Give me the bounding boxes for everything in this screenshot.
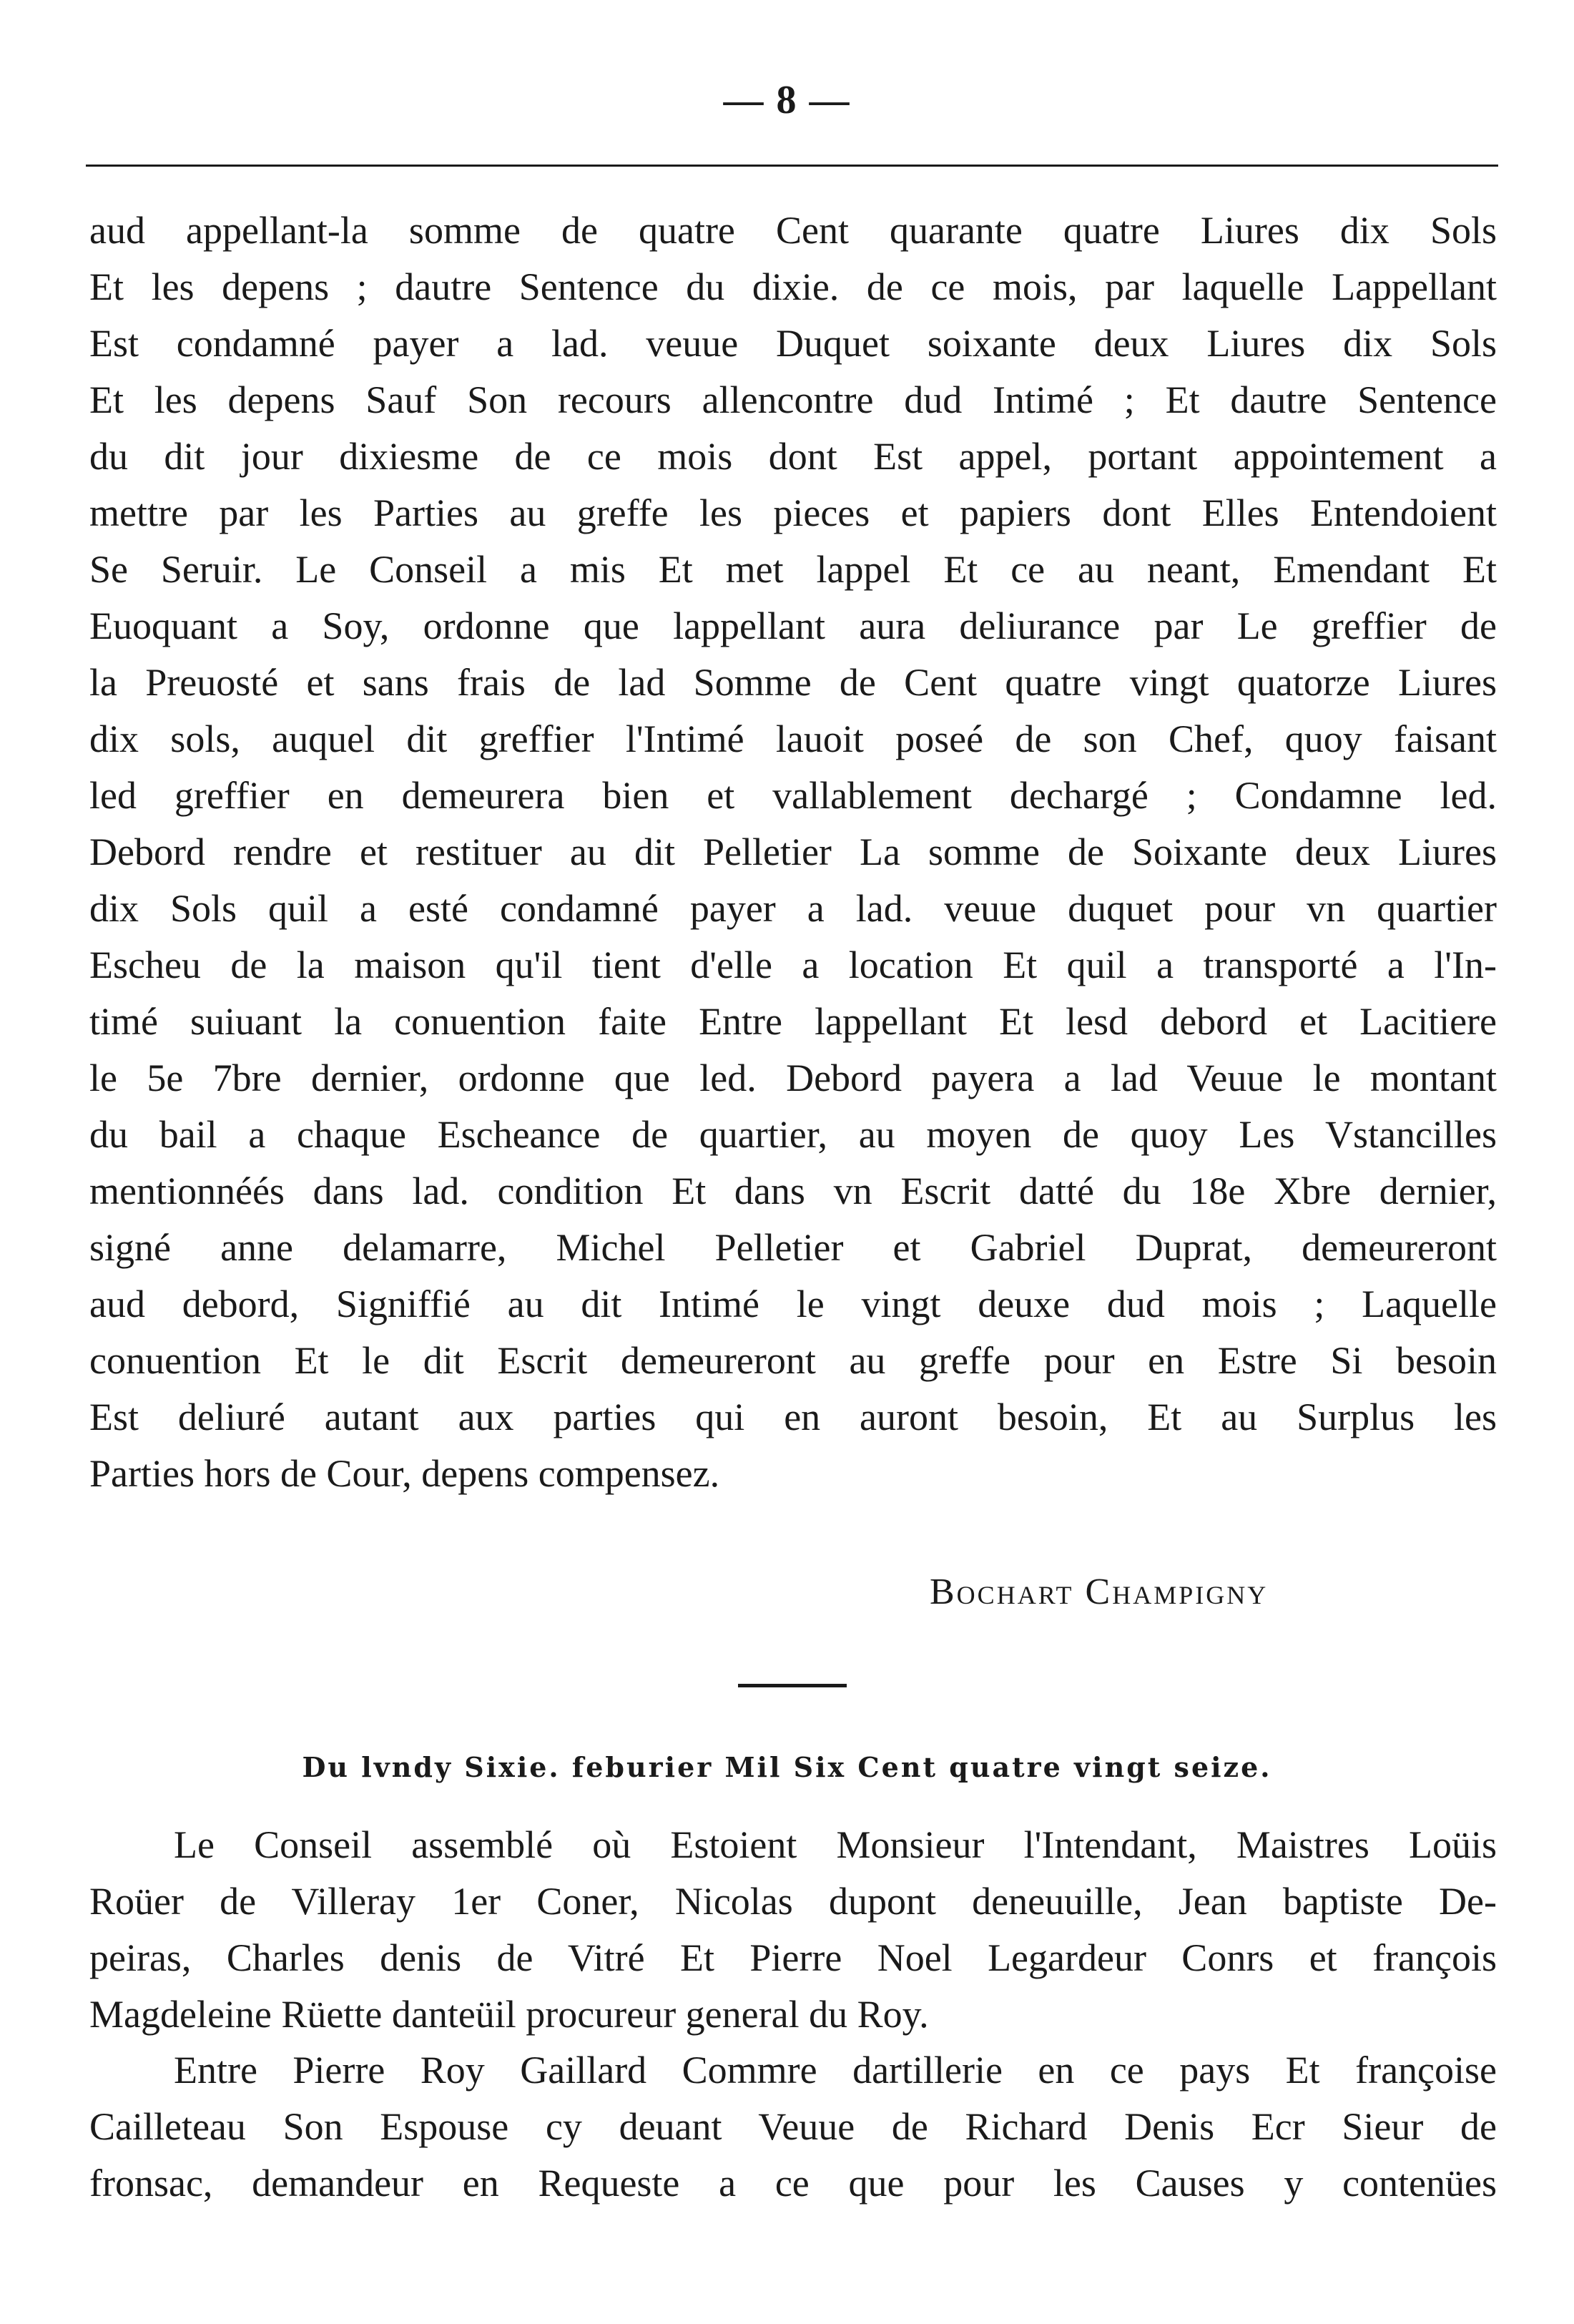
page-number: — 8 — <box>723 78 851 122</box>
text-line: Est condamné payer a lad. veuue Duquet soixante deux Liures dix Sols <box>89 322 1497 365</box>
text-line: Et les depens Sauf Son recours allencontre dud Intimé ; Et dautre Sentence <box>89 378 1497 421</box>
text-line: fronsac, demandeur en Requeste a ce que pour les Causes y contenües <box>89 2162 1497 2205</box>
case-paragraph <box>89 2042 1497 2212</box>
text-line: mentionnéés dans lad. condition Et dans vn Escrit datté du 18e Xbre dernier, <box>89 1170 1497 1212</box>
text-line: le 5e 7bre dernier, ordonne que led. Debord payera a lad Veuue le montant <box>89 1056 1497 1099</box>
text-line: aud appellant-la somme de quatre Cent quarante quatre Liures dix Sols <box>89 209 1497 252</box>
text-line: Est deliuré autant aux parties qui en auront besoin, Et au Surplus les <box>89 1396 1497 1438</box>
session-dateline: Du lvndy Sixie. feburier Mil Six Cent quatre vingt seize. <box>302 1751 1272 1783</box>
text-line: du dit jour dixiesme de ce mois dont Est appel, portant appointement a <box>89 435 1497 478</box>
text-line: Euoquant a Soy, ordonne que lappellant aura deliurance par Le greffier de <box>89 604 1497 647</box>
text-line: Cailleteau Son Espouse cy deuant Veuue de Richard Denis Ecr Sieur de <box>89 2105 1497 2148</box>
text-line: Entre Pierre Roy Gaillard Commre dartillerie en ce pays Et françoise <box>174 2049 1497 2092</box>
text-line: dix sols, auquel dit greffier l'Intimé lauoit poseé de son Chef, quoy faisant <box>89 717 1497 760</box>
text-line: Roüer de Villeray 1er Coner, Nicolas dupont deneuuille, Jean baptiste De- <box>89 1880 1497 1923</box>
text-line: peiras, Charles denis de Vitré Et Pierre Noel Legardeur Conrs et françois <box>89 1936 1497 1979</box>
text-line: la Preuosté et sans frais de lad Somme de Cent quatre vingt quatorze Liures <box>89 661 1497 704</box>
text-line: timé suiuant la conuention faite Entre lappellant Et lesd debord et Lacitiere <box>89 1000 1497 1043</box>
text-line: led greffier en demeurera bien et vallablement dechargé ; Condamne led. <box>89 774 1497 817</box>
section-rule <box>738 1684 847 1687</box>
text-line: Escheu de la maison qu'il tient d'elle a location Et quil a transporté a l'In- <box>89 943 1497 986</box>
council-paragraph <box>89 1817 1497 2043</box>
text-line: aud debord, Signiffié au dit Intimé le vingt deuxe dud mois ; Laquelle <box>89 1283 1497 1325</box>
text-line: signé anne delamarre, Michel Pelletier et Gabriel Duprat, demeureront <box>89 1226 1497 1269</box>
text-line: du bail a chaque Escheance de quartier, au moyen de quoy Les Vstancilles <box>89 1113 1497 1156</box>
judgment-paragraph <box>89 202 1497 1502</box>
text-line: Se Seruir. Le Conseil a mis Et met lappel Et ce au neant, Emendant Et <box>89 548 1497 591</box>
signature: Bochart Champigny <box>930 1572 1269 1612</box>
text-line: Le Conseil assemblé où Estoient Monsieur l'Intendant, Maistres Loüis <box>174 1823 1497 1866</box>
header-rule <box>86 165 1498 167</box>
text-line: Debord rendre et restituer au dit Pelletier La somme de Soixante deux Liures <box>89 830 1497 873</box>
text-line: dix Sols quil a esté condamné payer a lad. veuue duquet pour vn quartier <box>89 887 1497 930</box>
text-line: conuention Et le dit Escrit demeureront au greffe pour en Estre Si besoin <box>89 1339 1497 1382</box>
text-line: mettre par les Parties au greffe les pieces et papiers dont Elles Entendoient <box>89 491 1497 534</box>
text-line: Parties hors de Cour, depens compensez. <box>89 1452 720 1495</box>
text-line: Magdeleine Rüette danteüil procureur general du Roy. <box>89 1993 929 2036</box>
text-line: Et les depens ; dautre Sentence du dixie. de ce mois, par laquelle Lappellant <box>89 265 1497 308</box>
